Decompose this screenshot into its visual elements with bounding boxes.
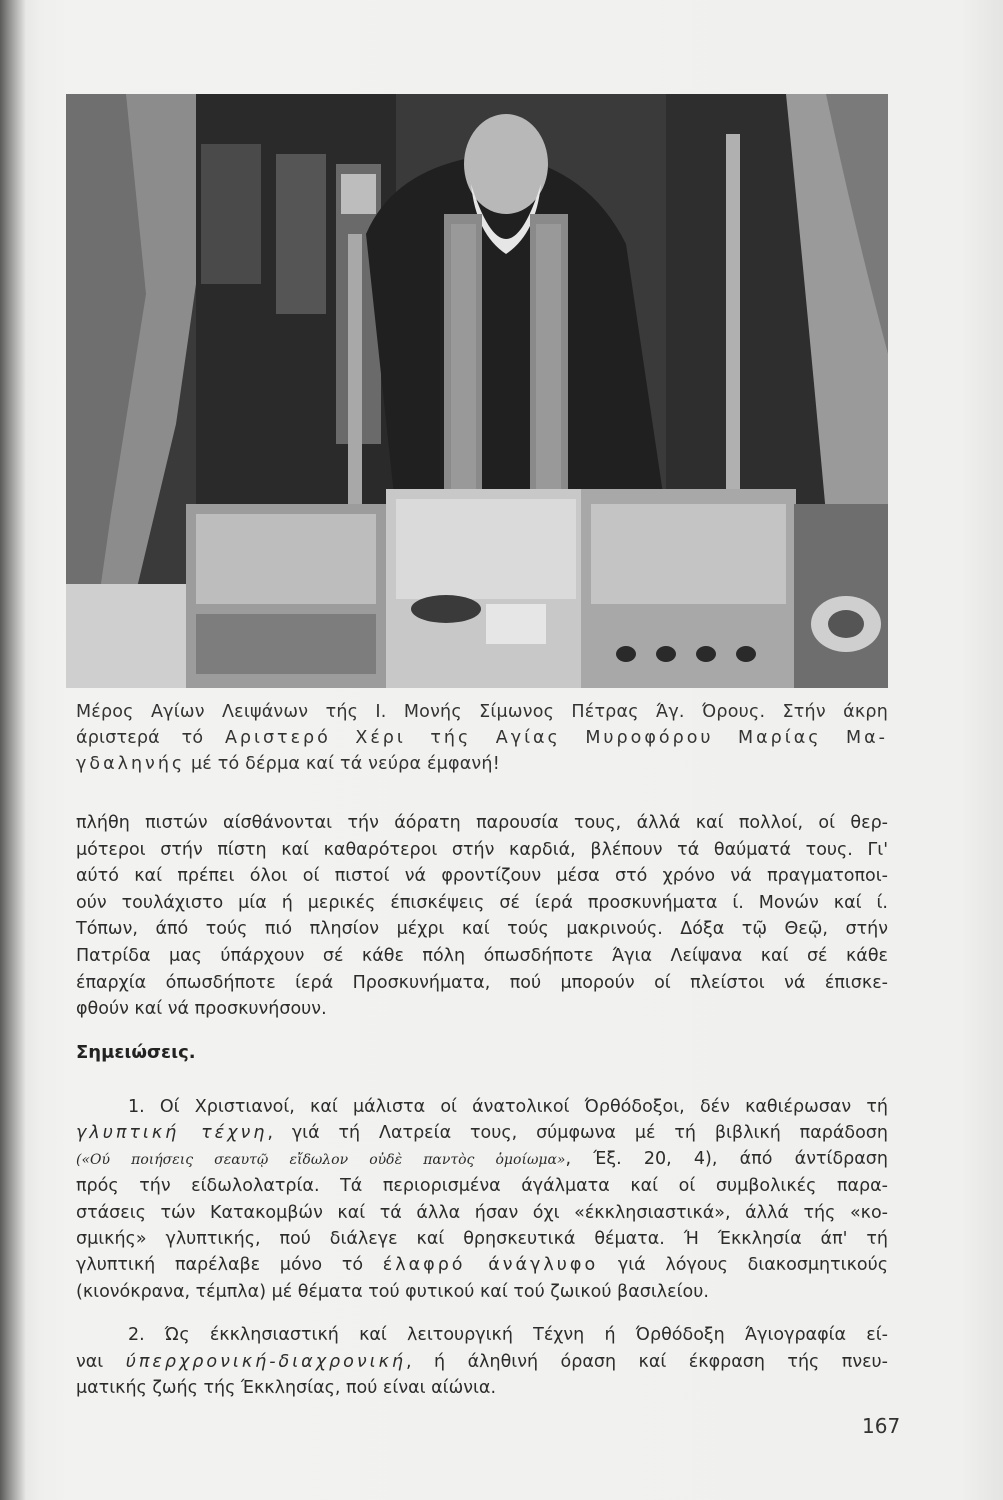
note-emphasis: γλυπτική τέχνη	[76, 1122, 268, 1143]
note-emphasis: έλαφρό άνάγλυφο	[382, 1255, 599, 1276]
caption-line: άριστερά τό Αριστερό Χέρι τής Αγίας Μυροφόρου Μαρίας Μα-	[76, 728, 888, 748]
note-2	[76, 1322, 888, 1401]
note-line: 1. Οί Χριστιανοί, καί μάλιστα οί άνατολικοί Όρθόδοξοι, δέν καθιέρωσαν τή	[128, 1096, 888, 1117]
note-line: ναι ύπερχρονική-διαχρονική, ή άληθινή όραση καί έκφραση τής πνευ-	[76, 1351, 888, 1372]
body-line: Τόπων, άπό τούς πιό πλησίον μέχρι καί τούς μακρινούς. Δόξα τῷ Θεῷ, στήν	[76, 919, 888, 940]
note-line: ματικής ζωής τής Έκκλησίας, πού είναι αίώνια.	[76, 1377, 497, 1398]
monk-with-relics-photo	[66, 94, 888, 688]
body-line: πλήθη πιστών αίσθάνονται τήν άόρατη παρουσία τους, άλλά καί πολλοί, οί θερ-	[76, 813, 888, 833]
note-emphasis: ύπερχρονική-διαχρονική	[125, 1351, 406, 1372]
note-quote: («Ού ποιήσεις σεαυτῷ εἴδωλον οὐδὲ παντὸς ὁμοίωμα»	[76, 1152, 566, 1169]
note-line: στάσεις τών Κατακομβών καί τά άλλα ήσαν όχι «έκκλησιαστικά», άλλά τής «κο-	[76, 1202, 888, 1223]
book-spine-shadow	[0, 0, 26, 1500]
body-line: αύτό καί πρέπει όλοι οί πιστοί νά φροντίζουν μέσα στό χρόνο νά πραγματοποι-	[76, 866, 888, 887]
body-line: Πατρίδα μας ύπάρχουν σέ κάθε πόλη όπωσδήποτε Άγια Λείψανα καί σέ κάθε	[76, 945, 888, 966]
photo-caption	[76, 699, 888, 777]
body-line: ούν τουλάχιστο μία ή μερικές έπισκέψεις σέ ίερά προσκυνήματα ί. Μονών καί ί.	[76, 892, 888, 913]
note-line: («Ού ποιήσεις σεαυτῷ εἴδωλον οὐδὲ παντὸς ὁμοίωμα», Έξ. 20, 4), άπό άντίδραση	[76, 1149, 888, 1170]
notes-heading: Σημειώσεις.	[76, 1042, 196, 1063]
notes-section	[76, 1076, 888, 1419]
body-line: μότεροι στήν πίστη καί καθαρότεροι στήν καρδιά, βλέπουν τά θαύματά τους. Γι'	[76, 839, 888, 860]
note-line: σμικής» γλυπτικής, πού διάλεγε καί θρησκευτικά θέματα. Ή Έκκλησία άπ' τή	[76, 1228, 888, 1249]
body-line: έπαρχία όπωσδήποτε ίερά Προσκυνήματα, πού μπορούν οί πλείστοι νά έπισκε-	[76, 972, 888, 993]
caption-emphasis: γδαληνής	[76, 754, 186, 774]
caption-emphasis: Αριστερό Χέρι τής Αγίας Μυροφόρου Μαρίας Μα-	[224, 728, 888, 748]
note-line: (κιονόκρανα, τέμπλα) μέ θέματα τού φυτικού καί τού ζωικού βασιλείου.	[76, 1281, 709, 1302]
note-line: 2. Ώς έκκλησιαστική καί λειτουργική Τέχνη ή Όρθόδοξη Άγιογραφία εί-	[128, 1325, 888, 1346]
body-paragraph	[76, 810, 888, 1023]
caption-line: Μέρος Αγίων Λειψάνων τής Ι. Μονής Σίμωνος Πέτρας Άγ. Όρους. Στήν άκρη	[76, 702, 888, 722]
note-line: γλυπτική τέχνη, γιά τή Λατρεία τους, σύμφωνα μέ τή βιβλική παράδοση	[76, 1122, 888, 1143]
note-line: πρός τήν είδωλολατρία. Τά περιορισμένα άγάλματα καί οί συμβολικές παρα-	[76, 1176, 888, 1197]
note-line: γλυπτική παρέλαβε μόνο τό έλαφρό άνάγλυφο γιά λόγους διακοσμητικούς	[76, 1255, 888, 1276]
page-number: 167	[862, 1414, 901, 1438]
caption-line: γδαληνής μέ τό δέρμα καί τά νεύρα έμφανή!	[76, 754, 500, 774]
body-line: φθούν καί νά προσκυνήσουν.	[76, 999, 327, 1020]
note-1	[76, 1094, 888, 1305]
